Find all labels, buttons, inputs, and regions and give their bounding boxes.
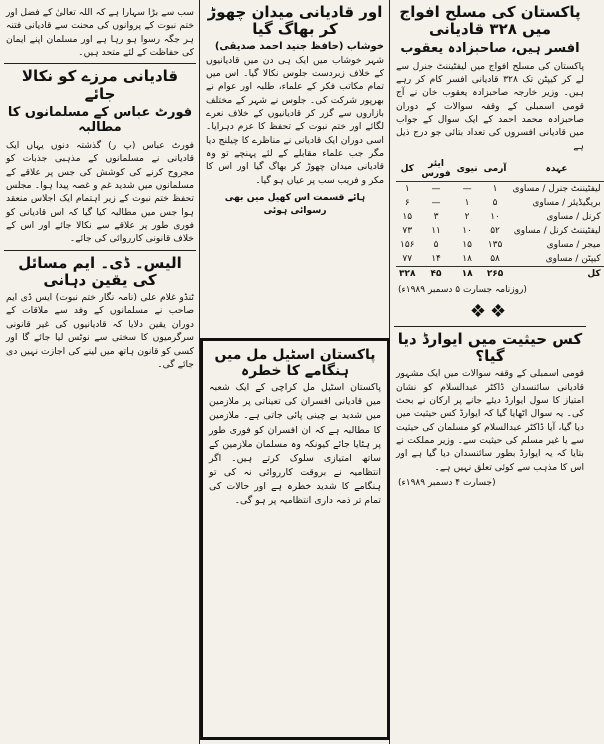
table-cell: ۱۵ (402, 211, 413, 222)
table-cell: ۱ (404, 183, 410, 194)
table-cell: ۷۳ (402, 225, 413, 236)
table-cell: کرنل / مساوی (546, 211, 601, 222)
table-cell: ۲۶۵ (481, 266, 510, 281)
table-header: عہدہ (510, 157, 604, 182)
right-column (389, 0, 601, 744)
fort-abbas-headline: قادیانی مرزے کو نکالا جائے (21, 67, 179, 103)
armed-forces-subhead: افسر ہیں، صاحبزادہ یعقوب (400, 40, 580, 56)
left-intro: سب سے بڑا سہارا ہے کہ اللہ تعالیٰ کے فضل اور ختم نبوت کے پروانوں کی محنت سے قادیانی فتنہ ہر جگہ رسوا ہو رہا ہے اور مسلمان اپنے ایمان کی حفاظت کے لئے متحد ہیں۔ (6, 7, 194, 59)
armed-forces-body: پاکستان کی مسلح افواج میں لیفٹیننٹ جنرل سے لے کر کیپٹن تک ۳۲۸ قادیانی افسر کام کر رہے ہیں۔ وزیر خارجہ صاحبزادہ یعقوب خان نے آج قومی اسمبلی کے وقفہ سوالات کے دوران صاحبزادہ محمد احمد کے ایک سوال کے جواب میں قادیانی افسروں کی تعداد بتائی جو درج ذیل ہے (396, 60, 584, 152)
armed-forces-source: (روزنامہ جسارت ۵ دسمبر ۱۹۸۹ء) (398, 284, 527, 295)
armed-forces-headline: پاکستان کی مسلح افواج میں ۳۲۸ قادیانی (399, 3, 581, 39)
table-header: نیوی (454, 157, 481, 182)
table-row (396, 252, 604, 267)
table-cell: ۱ (464, 197, 470, 208)
table-cell: بریگیڈیئر / مساوی (532, 197, 601, 208)
table-cell: ۳ (433, 211, 439, 222)
divider (394, 326, 586, 327)
table-row (396, 224, 604, 238)
table-cell: ۱۸ (454, 266, 481, 281)
table-cell: لیفٹیننٹ جنرل / مساوی (512, 183, 601, 194)
khushab-byline: خوشاب (حافظ جنید احمد صدیقی) (214, 40, 384, 52)
fort-abbas-body: فورٹ عباس (پ ر) گذشتہ دنوں یہاں ایک قادیانی نے مسلمانوں کے مذہبی جذبات کو مجروح کرنے کی کوشش کی جس پر علاقے کے مسلمانوں میں شدید غم و غصہ پیدا ہوا۔ مجلس تحفظ ختم نبوت کے زیر اہتمام ایک اجلاس منعقد ہوا جس میں مطالبہ کیا گیا کہ اس قادیانی کو فوری طور پر علاقے سے نکالا جائے اور اس کے خلاف قانونی کارروائی کی جائے۔ (6, 139, 194, 245)
officer-ranks-table (396, 157, 604, 281)
award-headline: کس حیثیت میں ایوارڈ دیا گیا؟ (397, 329, 583, 366)
table-total-row (396, 266, 604, 281)
table-cell: لیفٹیننٹ کرنل / مساوی (513, 225, 601, 236)
fort-abbas-subhead: فورٹ عباس کے مسلمانوں کا مطالبہ (7, 104, 193, 135)
table-cell: میجر / مساوی (546, 239, 601, 250)
table-cell: ۱۰ (490, 211, 500, 222)
section-ornament-icon: ❖❖ (469, 300, 511, 322)
steel-mill-body: پاکستان اسٹیل مل کراچی کے ایک شعبہ میں قادیانی افسران کی تعیناتی پر ملازمین میں شدید بے چینی پائی جاتی ہے۔ ملازمین کا مطالبہ ہے کہ ان افسران کو فوری طور پر ہٹایا جائے کیونکہ وہ مسلمان ملازمین کے ساتھ امتیازی سلوک کرتے ہیں۔ اگر انتظامیہ نے بروقت کارروائی نہ کی تو ہنگامے کا شدید خطرہ ہے اور حالات کی تمام تر ذمہ داری انتظامیہ پر ہو گی۔ (209, 382, 381, 507)
table-row (396, 196, 604, 210)
table-cell: کیپٹن / مساوی (545, 253, 601, 264)
steel-mill-box (200, 338, 390, 740)
steel-mill-headline: پاکستان اسٹیل مل میں ہنگامے کا خطرہ (214, 347, 376, 380)
table-cell: ۵۲ (490, 225, 500, 236)
table-cell: ۱۰ (462, 225, 472, 236)
sdm-body: ٹنڈو غلام علی (نامہ نگار ختم نبوت) ایس ڈی ایم صاحب نے مسلمانوں کے وفد سے ملاقات کے دوران یقین دلایا کہ قادیانیوں کی غیر قانونی سرگرمیوں کا سختی سے نوٹس لیا جائے گا اور کسی کو قانون ہاتھ میں لینے کی اجازت نہیں دی جائے گی۔ (6, 292, 194, 370)
table-cell: ۳۲۸ (396, 266, 418, 281)
table-cell: ۱۵ (462, 239, 472, 250)
table-header-row (396, 157, 604, 182)
table-cell: کل (510, 266, 604, 281)
table-cell: ۶ (404, 197, 410, 208)
table-row (396, 181, 604, 196)
table-cell: ۲ (464, 211, 470, 222)
table-row (396, 210, 604, 224)
table-cell: ۵ (492, 197, 498, 208)
table-cell: ۱۱ (431, 225, 441, 236)
sdm-headline: الیس۔ ڈی۔ ایم مسائل کی یقین دہانی (18, 253, 182, 289)
table-row (396, 238, 604, 252)
table-cell: ۵ (433, 239, 439, 250)
table-header: کل (396, 157, 418, 182)
table-cell: ۷۷ (402, 253, 413, 264)
table-cell: — (431, 197, 441, 208)
table-cell: — (462, 183, 472, 194)
khushab-footer: ہائے قسمت اس کھیل میں بھی رسوائی ہوئی (224, 191, 366, 217)
table-header: آرمی (481, 157, 510, 182)
table-cell: ۱۳۵ (487, 239, 503, 250)
table-header: ایئر فورس (418, 157, 453, 182)
khushab-body: شہر خوشاب میں ایک ہی دن میں قادیانیوں کے خلاف زبردست جلوس نکالا گیا۔ اس میں تمام مکاتب فکر کے علماء، طلبہ اور عوام نے بھرپور شرکت کی۔ جلوس نے شہر کے مختلف بازاروں سے گزر کر قادیانیوں کے خلاف نعرے لگائے اور ختم نبوت کے تحفظ کا عزم دہرایا۔ اسی دوران ایک قادیانی نے مناظرے کا چیلنج دیا مگر جب علماء مقابلے کے لئے پہنچے تو وہ قادیانی میدان چھوڑ کر بھاگ گیا اور اس کا مکر و فریب سب پر عیاں ہو گیا۔ (206, 54, 384, 186)
award-source: (جسارت ۴ دسمبر ۱۹۸۹ء) (398, 478, 496, 489)
table-cell: ۱ (492, 183, 498, 194)
divider (4, 250, 196, 251)
table-cell: ۴۵ (418, 266, 453, 281)
khushab-headline: اور قادیانی میدان چھوڑ کر بھاگ گیا (207, 3, 383, 39)
table-cell: ۵۸ (490, 253, 500, 264)
table-cell: ۱۴ (431, 253, 441, 264)
table-cell: — (431, 183, 441, 194)
table-cell: ۱۸ (462, 253, 472, 264)
left-column (0, 0, 200, 744)
divider (4, 63, 196, 64)
award-body: قومی اسمبلی کے وقفہ سوالات میں ایک مشہور قادیانی سائنسدان ڈاکٹر عبدالسلام کو نشان امتیاز کا سول ایوارڈ دیئے جانے پر ارکان نے بحث کی۔ یہ سوال اٹھایا گیا کہ ایوارڈ کس حیثیت میں دیا گیا، آیا ڈاکٹر عبدالسلام کو مسلمان کی حیثیت سے یا غیر مسلم کی حیثیت سے۔ وزیر مملکت نے بتایا کہ یہ ایوارڈ بطور سائنسدان دیا گیا ہے اور اس کا مذہب سے کوئی تعلق نہیں ہے۔ (396, 368, 584, 473)
table-cell: ۱۵۶ (399, 239, 415, 250)
